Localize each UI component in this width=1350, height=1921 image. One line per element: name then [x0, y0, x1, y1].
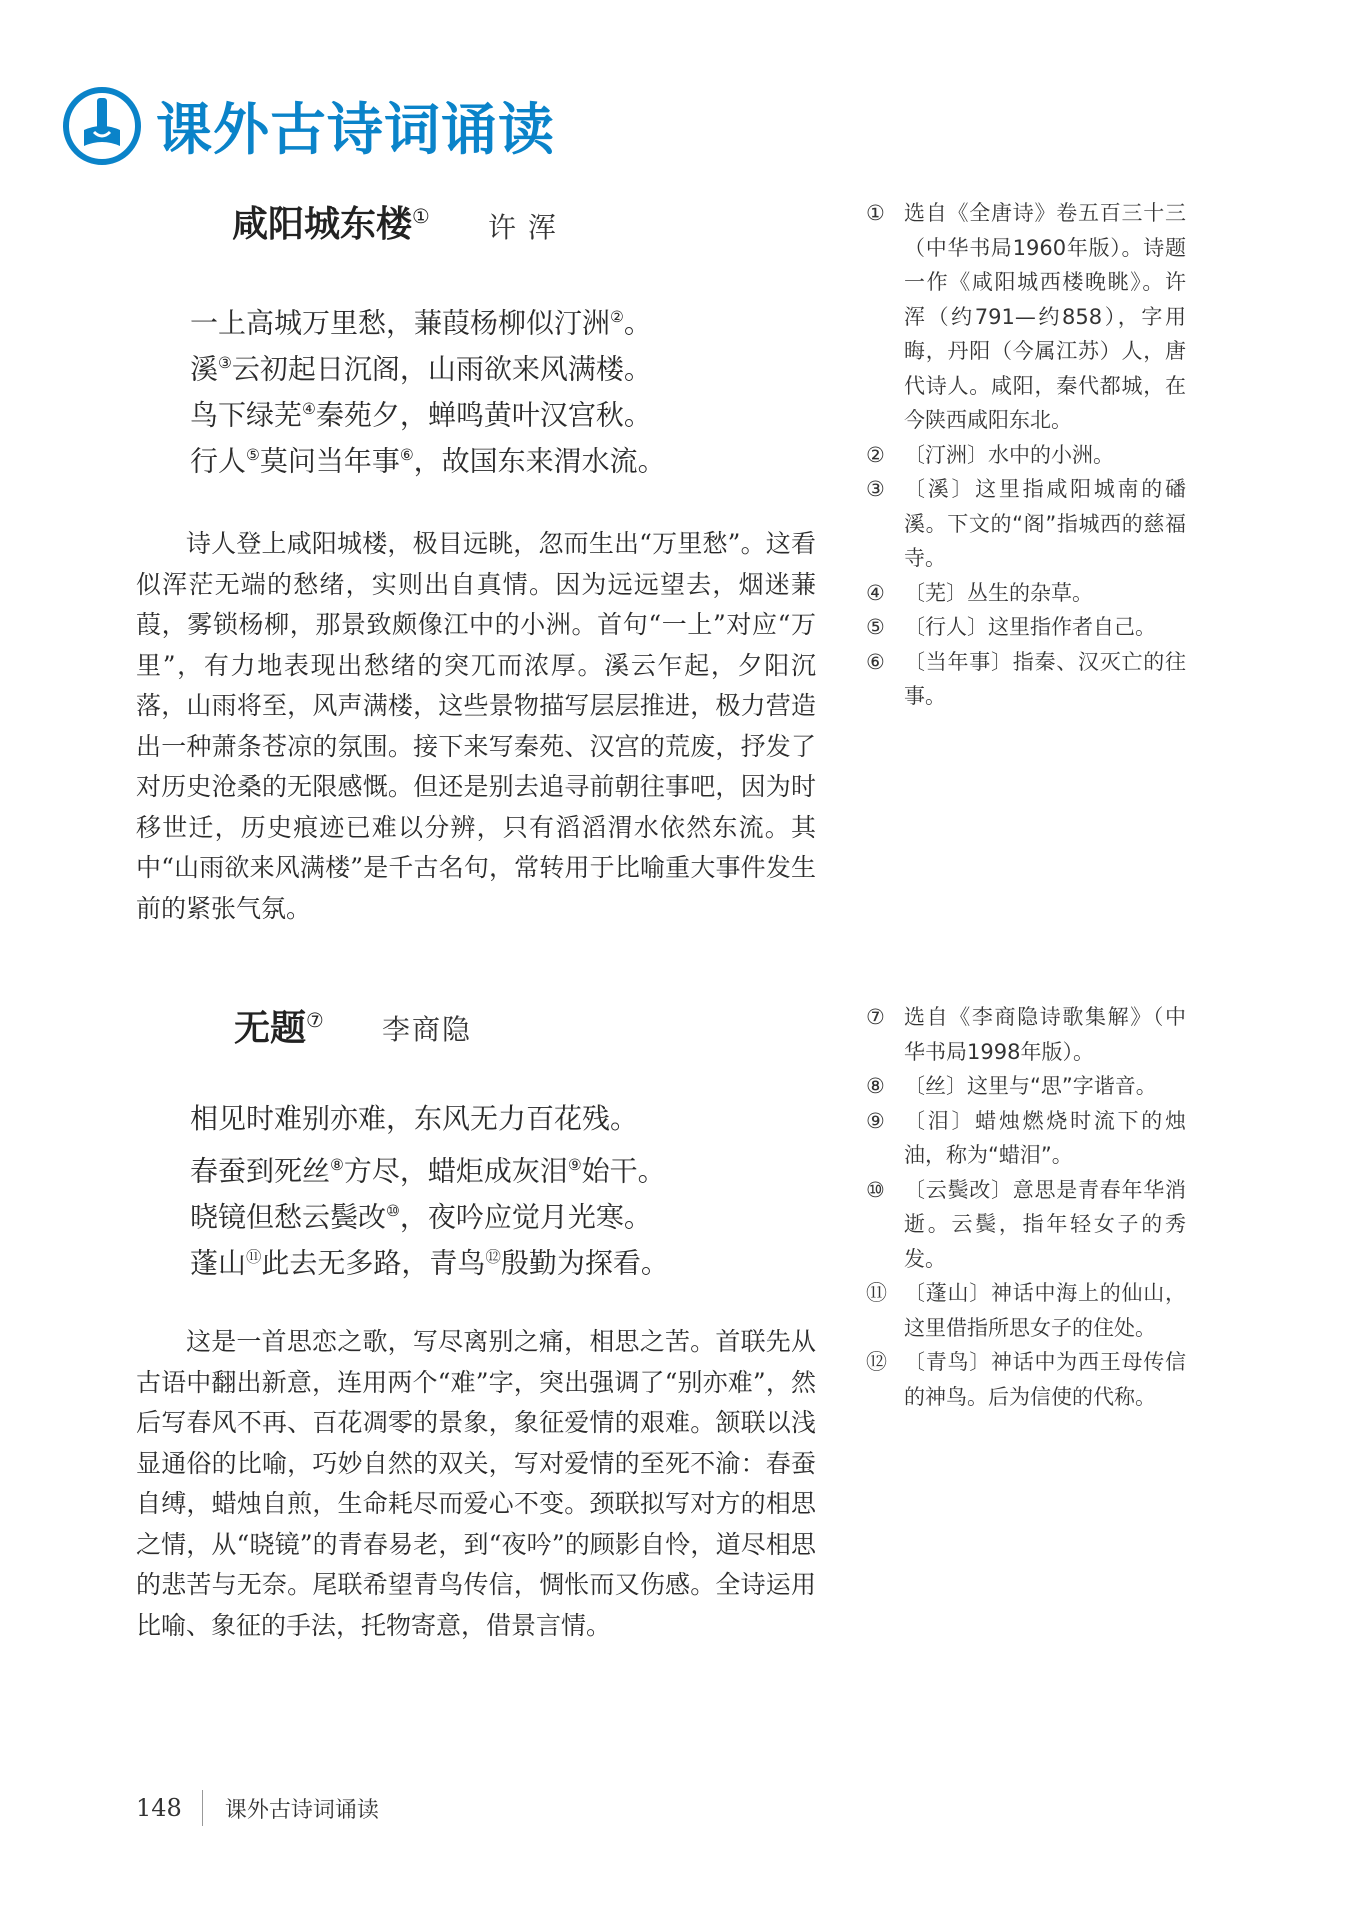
- footnote-text: 〔行人〕这里指作者自己。: [904, 615, 1156, 639]
- note-reference: ②: [610, 308, 624, 326]
- poem2-commentary-text: 这是一首思恋之歌，写尽离别之痛，相思之苦。首联先从古语中翻出新意，连用两个“难”字，突出强调了“别亦难”，然后写春风不再、百花凋零的景象，象征爱情的艰难。颔联以浅显通俗的比喻，巧妙自然的双关，写对爱情的至死不渝：春蚕自缚，蜡烛自煎，生命耗尽而爱心不变。颈联拟写对方的相思之情，从“晓镜”的青春易老，到“夜吟”的顾影自怜，道尽相思的悲苦与无奈。尾联希望青鸟传信，惆怅而又伤感。全诗运用比喻、象征的手法，托物寄意，借景言情。: [136, 1327, 816, 1640]
- footnote: [866, 1173, 1186, 1277]
- footnote-number: ⑩: [866, 1177, 885, 1202]
- footnote: [866, 1276, 1186, 1345]
- note-reference: ③: [218, 354, 232, 372]
- footnote-number: ③: [866, 477, 885, 501]
- footnote: [866, 1000, 1186, 1069]
- poem-line-text: ，故国东来渭水流。: [413, 444, 666, 478]
- poem-line-text: 蓬山: [190, 1246, 247, 1280]
- poem1-title-note-ref: ①: [412, 205, 430, 228]
- footnote-text: 选自《全唐诗》卷五百三十三（中华书局1960年版）。诗题一作《咸阳城西楼晚眺》。许浑（约791—约858），字用晦，丹阳（今属江苏）人，唐代诗人。咸阳，秦代都城，在今陕西咸阳东北。: [904, 201, 1186, 432]
- note-reference: ④: [302, 400, 316, 418]
- page-footer: [136, 1788, 379, 1828]
- poem-line: [190, 386, 770, 432]
- footnote-number: ⑤: [866, 615, 885, 639]
- poem-line-text: 鸟下绿芜: [190, 398, 303, 432]
- poem-line: [190, 1234, 770, 1280]
- poem-line: [190, 1188, 770, 1234]
- poem-line-text: 一上高城万里愁，蒹葭杨柳似汀洲: [190, 306, 611, 340]
- footnote: [866, 472, 1186, 576]
- footnote: [866, 438, 1186, 473]
- footnote-text: 〔溪〕这里指咸阳城南的磻溪。下文的“阁”指城西的慈福寺。: [904, 477, 1186, 570]
- poem1-commentary: [136, 524, 816, 929]
- footer-section-title: 课外古诗词诵读: [224, 1797, 379, 1823]
- footnote-number: ②: [866, 442, 885, 467]
- poem-line-text: 始干。: [581, 1154, 666, 1188]
- poem-line: [190, 340, 770, 386]
- footer-divider: [202, 1790, 203, 1826]
- note-reference: ⑨: [567, 1156, 582, 1174]
- poem1-notes: [866, 196, 1186, 714]
- footnote-number: ①: [866, 201, 885, 225]
- note-reference: ⑤: [246, 446, 260, 464]
- poem2-lines: [190, 1096, 770, 1280]
- footnote-text: 选自《李商隐诗歌集解》（中华书局1998年版）。: [904, 1005, 1186, 1064]
- poem-line-text: 晓镜但愁云鬓改: [190, 1200, 387, 1234]
- poem2-commentary: [136, 1322, 816, 1646]
- poem-line-text: 莫问当年事: [259, 444, 400, 478]
- poem-line: [190, 1096, 770, 1142]
- footnote: [866, 1104, 1186, 1173]
- footnote-text: 〔泪〕蜡烛燃烧时流下的烛油，称为“蜡泪”。: [904, 1108, 1186, 1167]
- poem-line-text: 。: [623, 306, 652, 340]
- poem-line-text: 此去无多路，青鸟: [261, 1246, 486, 1280]
- poem1-author: 许浑: [488, 211, 569, 244]
- poem-line-text: 溪: [190, 352, 219, 386]
- footnote-number: ⑨: [866, 1108, 885, 1133]
- poem-line: [190, 1142, 770, 1188]
- footnote-text: 〔芜〕丛生的杂草。: [904, 580, 1093, 605]
- poem1-lines: [190, 294, 770, 478]
- note-reference: ⑥: [399, 446, 414, 464]
- poem-line: [190, 432, 770, 478]
- poem2-title-note-ref: ⑦: [306, 1009, 324, 1032]
- poem-line-text: ，夜吟应觉月光寒。: [399, 1200, 652, 1234]
- poem1-title: [232, 196, 430, 247]
- footnote-text: 〔丝〕这里与“思”字谐音。: [904, 1074, 1157, 1098]
- page-title: 课外古诗词诵读: [156, 98, 555, 163]
- footnote: [866, 196, 1186, 438]
- footnote-text: 〔蓬山〕神话中海上的仙山，这里借指所思女子的住处。: [904, 1281, 1186, 1340]
- book-reading-logo-icon: [62, 86, 142, 166]
- poem-line: [190, 294, 770, 340]
- page-number: 148: [136, 1794, 182, 1822]
- poem1-title-text: 咸阳城东楼: [232, 204, 413, 245]
- poem2-title-text: 无题: [234, 1008, 307, 1049]
- footnote-text: 〔当年事〕指秦、汉灭亡的往事。: [904, 649, 1186, 708]
- footnote: [866, 1345, 1186, 1414]
- footnote-text: 〔云鬓改〕意思是青春年华消逝。云鬓，指年轻女子的秀发。: [904, 1177, 1186, 1271]
- footnote-number: ④: [866, 580, 885, 605]
- poem2-author: 李商隐: [382, 1013, 473, 1046]
- poem-line-text: 方尽，蜡炬成灰泪: [343, 1154, 568, 1188]
- note-reference: ⑫: [485, 1248, 501, 1266]
- note-reference: ⑩: [386, 1202, 400, 1220]
- footnote: [866, 610, 1186, 645]
- poem-line-text: 云初起日沉阁，山雨欲来风满楼。: [231, 352, 652, 386]
- page-header: [62, 86, 555, 166]
- footnote-number: ⑪: [866, 1281, 887, 1305]
- footnote-number: ⑧: [866, 1074, 885, 1098]
- footnote: [866, 576, 1186, 611]
- note-reference: ⑧: [330, 1156, 344, 1174]
- footnote-number: ⑫: [866, 1350, 887, 1374]
- footnote-number: ⑦: [866, 1005, 885, 1029]
- footnote-number: ⑥: [866, 649, 885, 674]
- poem1-commentary-text: 诗人登上咸阳城楼，极目远眺，忽而生出“万里愁”。这看似浑茫无端的愁绪，实则出自真情。因为远远望去，烟迷蒹葭，雾锁杨柳，那景致颇像江中的小洲。首句“一上”对应“万里”，有力地表现出愁绪的突兀而浓厚。溪云乍起，夕阳沉落，山雨将至，风声满楼，这些景物描写层层推进，极力营造出一种萧条苍凉的氛围。接下来写秦苑、汉宫的荒废，抒发了对历史沧桑的无限感慨。但还是别去追寻前朝往事吧，因为时移世迁，历史痕迹已难以分辨，只有滔滔渭水依然东流。其中“山雨欲来风满楼”是千古名句，常转用于比喻重大事件发生前的紧张气氛。: [136, 529, 816, 923]
- poem2-title: [234, 1000, 324, 1051]
- poem-line-text: 春蚕到死丝: [190, 1154, 331, 1188]
- poem-line-text: 相见时难别亦难，东风无力百花残。: [190, 1102, 639, 1135]
- poem-line-text: 行人: [190, 444, 247, 478]
- footnote-text: 〔青鸟〕神话中为西王母传信的神鸟。后为信使的代称。: [904, 1350, 1186, 1409]
- footnote: [866, 645, 1186, 714]
- poem-line-text: 殷勤为探看。: [500, 1246, 669, 1280]
- note-reference: ⑪: [246, 1248, 262, 1266]
- poem2-notes: [866, 1000, 1186, 1414]
- poem-line-text: 秦苑夕，蝉鸣黄叶汉宫秋。: [315, 398, 652, 432]
- footnote: [866, 1069, 1186, 1104]
- footnote-text: 〔汀洲〕水中的小洲。: [904, 442, 1114, 467]
